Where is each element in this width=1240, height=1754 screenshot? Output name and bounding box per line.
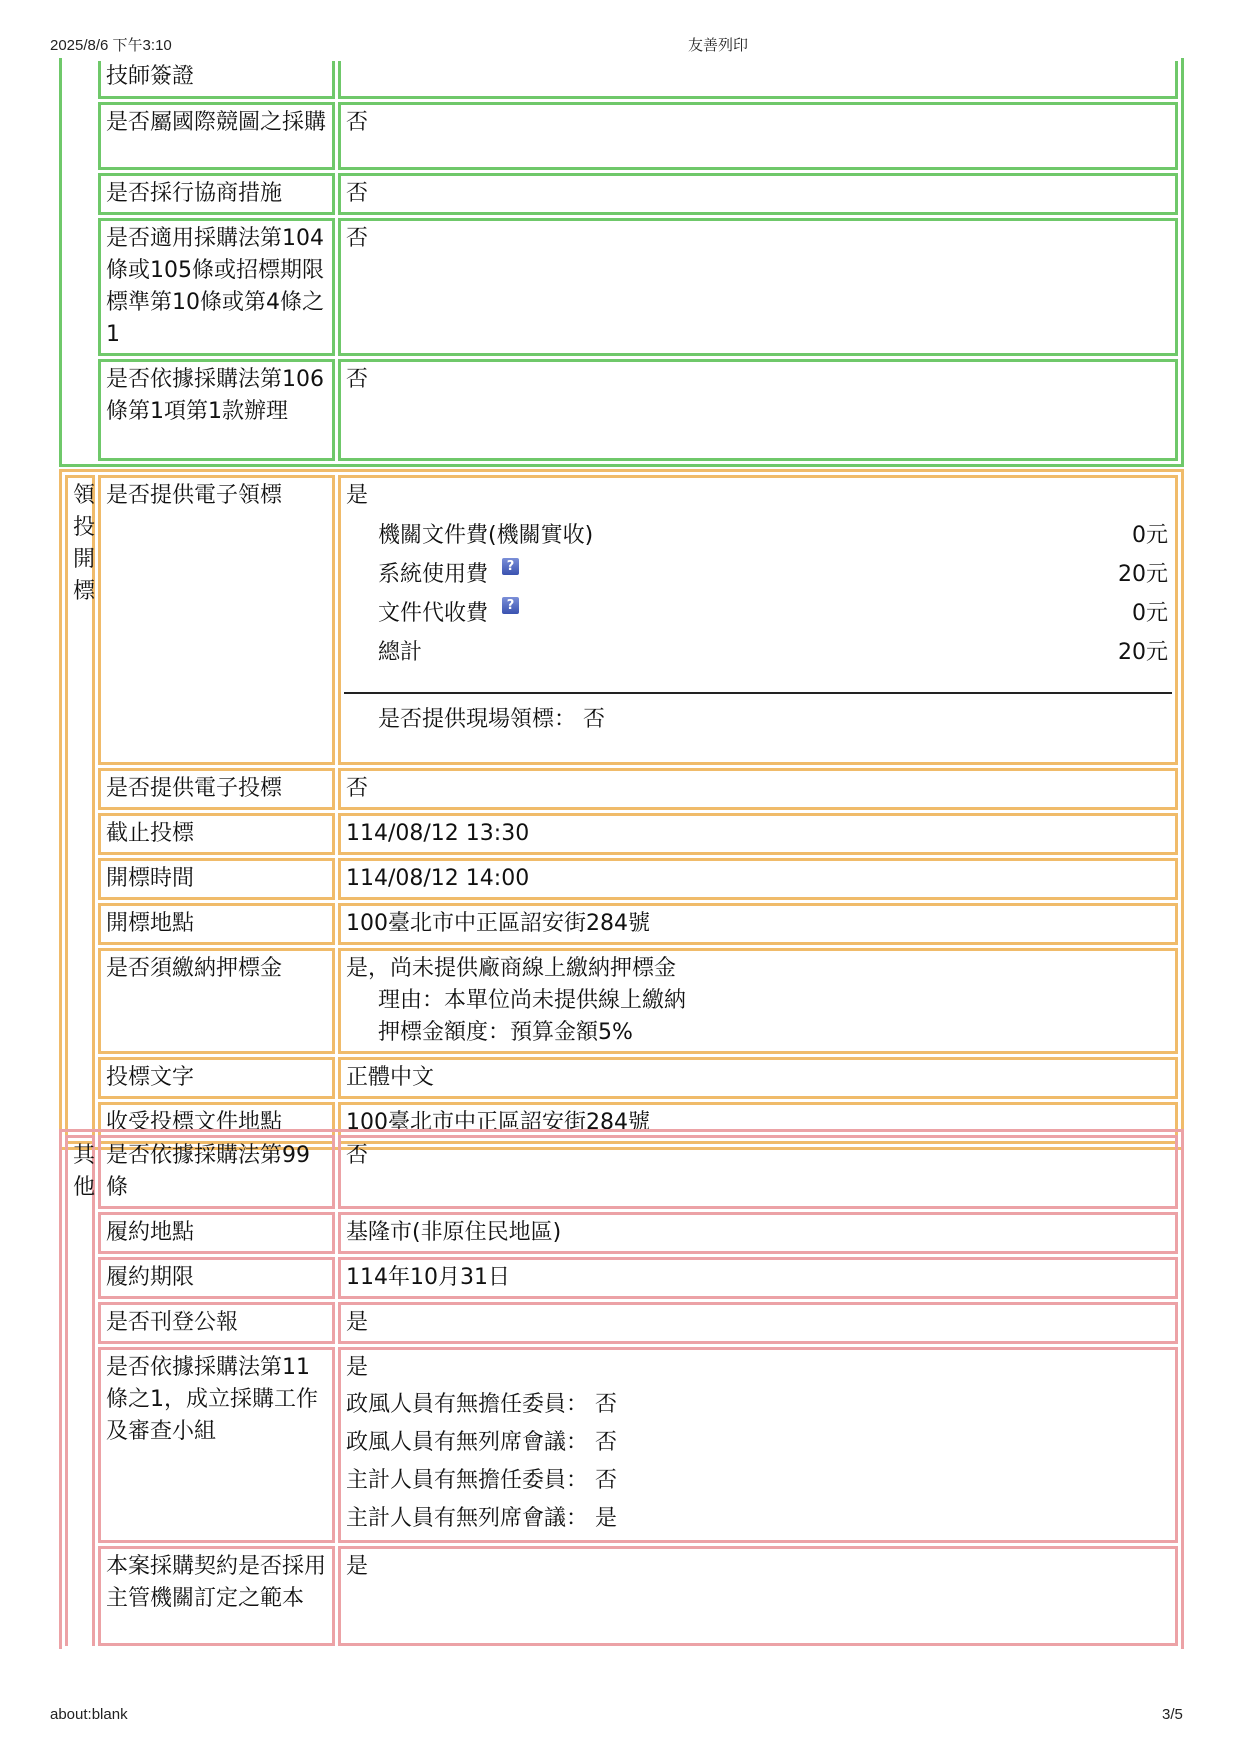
field-value: 114年10月31日 [338,1257,1178,1299]
fee-name: 系統使用費 [378,562,489,587]
field-label: 開標地點 [98,903,335,945]
field-label: 技師簽證 [98,61,335,99]
section-general-info [59,58,1184,467]
field-label: 是否須繳納押標金 [98,948,335,1054]
field-value: 否 [338,768,1178,810]
field-label: 截止投標 [98,813,335,855]
table-row [65,1257,1178,1299]
fee-row [378,594,1168,633]
help-icon[interactable]: ? [502,597,519,614]
table-row [65,1135,1178,1209]
committee-value: 是 [346,1355,369,1380]
table-row [65,813,1178,855]
field-value [338,61,1178,99]
help-icon[interactable]: ? [502,558,519,575]
section-bidding [59,469,1184,1150]
field-label: 履約地點 [98,1212,335,1254]
field-label: 履約期限 [98,1257,335,1299]
table-row [65,948,1178,1054]
table-row [65,768,1178,810]
onsite-pickup: 是否提供現場領標： 否 [378,707,605,732]
print-title: 友善列印 [688,37,749,54]
field-value: 是 [338,1302,1178,1344]
table-row [65,475,1178,765]
deposit-reason: 理由：本單位尚未提供線上繳納 [378,988,687,1013]
group-label: 領投開標 [65,475,95,1144]
table-row [65,903,1178,945]
table-row [65,1212,1178,1254]
table-row [65,1302,1178,1344]
table-row [65,102,1178,170]
field-label: 收受投標文件地點 [98,1102,335,1144]
table-row [65,1347,1178,1543]
fee-row [378,633,1168,672]
field-value [338,1347,1178,1543]
committee-item: 政風人員有無列席會議： 否 [346,1430,617,1455]
fee-row [378,516,1168,555]
field-value [338,475,1178,765]
field-label: 是否採行協商措施 [98,173,335,215]
table-row [65,173,1178,215]
group-label-empty [65,61,95,461]
print-url: about:blank [50,1706,128,1723]
fee-amount: 0元 [1132,601,1168,626]
print-datetime: 2025/8/6 下午3:10 [50,37,172,54]
field-label: 是否依據採購法第11條之1，成立採購工作及審查小組 [98,1347,335,1543]
field-label: 是否屬國際競圖之採購 [98,102,335,170]
deposit-amount: 押標金額度：預算金額5% [378,1020,633,1045]
field-value: 否 [338,218,1178,356]
table-row [65,1546,1178,1646]
field-value: 正體中文 [338,1057,1178,1099]
fee-amount: 20元 [1118,562,1168,587]
field-value: 基隆市(非原住民地區) [338,1212,1178,1254]
fee-name: 文件代收費 [378,601,489,626]
deposit-status: 是，尚未提供廠商線上繳納押標金 [346,956,677,981]
field-value: 否 [338,1135,1178,1209]
fee-name: 總計 [378,640,423,665]
field-label: 是否提供電子領標 [98,475,335,765]
field-value: 100臺北市中正區詔安街284號 [338,1102,1178,1144]
field-label: 是否依據採購法第106條第1項第1款辦理 [98,359,335,461]
field-value: 114/08/12 13:30 [338,813,1178,855]
field-value [338,948,1178,1054]
field-label: 開標時間 [98,858,335,900]
field-value: 114/08/12 14:00 [338,858,1178,900]
committee-item: 主計人員有無列席會議： 是 [346,1506,617,1531]
group-label: 其他 [65,1135,95,1646]
table-row [65,1057,1178,1099]
table-row [65,61,1178,99]
field-label: 投標文字 [98,1057,335,1099]
field-value: 是 [338,1546,1178,1646]
field-label: 是否適用採購法第104條或105條或招標期限標準第10條或第4條之1 [98,218,335,356]
section-other [59,1129,1184,1649]
divider [344,692,1172,694]
fee-name: 機關文件費(機關實收) [378,523,594,548]
field-value: 否 [338,102,1178,170]
table-row [65,359,1178,461]
field-value: 否 [338,359,1178,461]
field-label: 本案採購契約是否採用主管機關訂定之範本 [98,1546,335,1646]
page-number: 3/5 [1162,1706,1183,1723]
field-label: 是否提供電子投標 [98,768,335,810]
fee-amount: 20元 [1118,640,1168,665]
table-row [65,218,1178,356]
field-label: 是否依據採購法第99條 [98,1135,335,1209]
fee-amount: 0元 [1132,523,1168,548]
field-label: 是否刊登公報 [98,1302,335,1344]
field-value: 否 [338,173,1178,215]
table-row [65,858,1178,900]
electronic-value: 是 [346,483,369,508]
field-value: 100臺北市中正區詔安街284號 [338,903,1178,945]
fee-row [378,555,1168,594]
committee-item: 政風人員有無擔任委員： 否 [346,1392,617,1417]
committee-item: 主計人員有無擔任委員： 否 [346,1468,617,1493]
